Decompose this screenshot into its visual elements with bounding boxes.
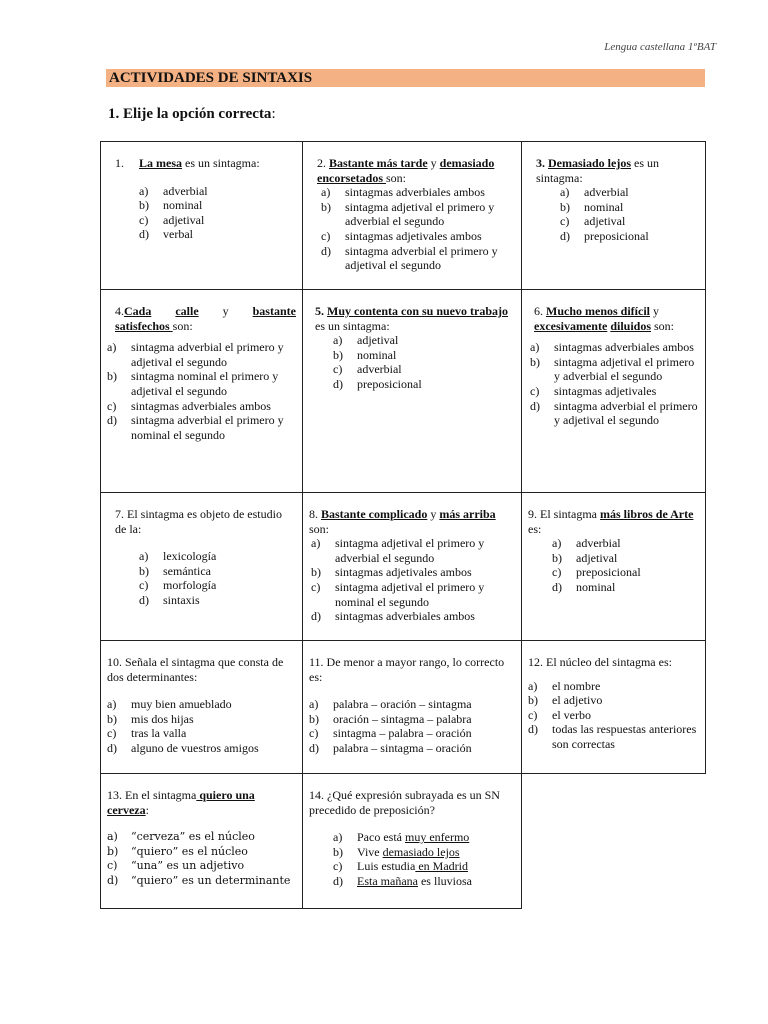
question-12: 12. El núcleo del sintagma es: [528, 655, 672, 669]
option: a) adverbial [552, 536, 621, 551]
option: a) sintagmas adverbiales ambos [530, 340, 694, 355]
option: c) sintagma adjetival el primero y nominal el segundo [311, 579, 485, 609]
option: c) sintagmas adjetivales ambos [321, 228, 482, 243]
option: d) sintagma adverbial el primero y nominal el segundo [107, 413, 284, 442]
option: d) verbal [139, 227, 193, 242]
options-list [333, 830, 515, 888]
options-list [552, 536, 699, 594]
options-list [309, 697, 515, 755]
option: a) palabra – oración – sintagma [309, 697, 472, 712]
header-subject: Lengua castellana 1ºBAT [604, 41, 716, 53]
option: b) sintagma adjetival el primero y adverbial el segundo [321, 199, 495, 229]
question-cell [522, 142, 706, 290]
option: b) oración – sintagma – palabra [309, 711, 472, 726]
question-6: 6. Mucho menos difícil y excesivamente diluidos son: [534, 304, 675, 333]
question-cell [101, 641, 303, 774]
option: c) “una” es un adjetivo [107, 859, 245, 873]
question-8: 8. Bastante complicado y más arriba son: [309, 507, 496, 536]
question-9: 9. El sintagma más libros de Arte es: [528, 507, 694, 536]
question-1: 1. La mesa es un sintagma: [115, 156, 260, 170]
section-colon: : [271, 106, 276, 122]
option: b) nominal [333, 347, 397, 362]
option: c) sintagmas adverbiales ambos [107, 398, 271, 413]
title-band [106, 69, 705, 87]
option: d) “quiero” es un determinante [107, 873, 291, 887]
page-title: ACTIVIDADES DE SINTAXIS [109, 70, 313, 86]
option: a) sintagma adjetival el primero y adverbial el segundo [311, 536, 485, 565]
options-list [528, 679, 699, 752]
option: b) el adjetivo [528, 693, 603, 708]
question-11: 11. De menor a mayor rango, lo correcto es: [309, 655, 505, 684]
question-cell [522, 493, 706, 641]
option: d) palabra – sintagma – oración [309, 740, 472, 755]
option: c) adjetival [560, 214, 626, 229]
empty-cell [522, 774, 706, 909]
question-14: 14. ¿Qué expresión subrayada es un SN precedido de preposición? [309, 788, 500, 817]
option: b) sintagma nominal el primero y adjetival el segundo [107, 369, 279, 398]
option: b) adjetival [552, 550, 618, 565]
options-list [560, 185, 699, 243]
question-cell [101, 493, 303, 641]
options-list [530, 340, 699, 428]
question-10: 10. Señala el sintagma que consta de dos determinantes: [107, 655, 284, 684]
section-title [108, 106, 276, 123]
question-7: 7. El sintagma es objeto de estudio de la: [115, 507, 282, 536]
option: d) preposicional [333, 376, 422, 391]
options-list [139, 549, 296, 607]
question-3: 3. Demasiado lejos es un sintagma: [536, 156, 659, 185]
option: b) sintagma adjetival el primero y adverbial el segundo [530, 354, 695, 384]
option: c) sintagmas adjetivales [530, 383, 657, 398]
questions-table [100, 141, 706, 909]
options-list [107, 340, 296, 442]
question-cell [101, 290, 303, 493]
option: b) Vive demasiado lejos [333, 844, 460, 859]
option: c) preposicional [552, 565, 641, 580]
option: a) lexicología [139, 549, 217, 564]
option: d) sintagmas adverbiales ambos [311, 609, 475, 624]
question-cell [303, 290, 522, 493]
option: c) adjetival [139, 212, 205, 227]
question-2: 2. Bastante más tarde y demasiado encorsetados son: [317, 156, 495, 185]
option: a) Paco está muy enfermo [333, 830, 470, 845]
question-cell [101, 142, 303, 290]
option: a) adjetival [333, 333, 399, 348]
question-cell [522, 641, 706, 774]
option: b) mis dos hijas [107, 711, 194, 726]
option: c) Luis estudia en Madrid [333, 859, 468, 874]
question-cell [303, 774, 522, 909]
option: a) sintagma adverbial el primero y adjetival el segundo [107, 340, 284, 369]
option: d) todas las respuestas anteriores son correctas [528, 722, 697, 751]
question-cell [101, 774, 303, 909]
options-list [321, 185, 515, 273]
option: c) adverbial [333, 362, 402, 377]
option: c) sintagma – palabra – oración [309, 726, 472, 741]
option: c) el verbo [528, 707, 591, 722]
options-list [139, 184, 296, 242]
option: b) nominal [560, 199, 624, 214]
question-cell [303, 142, 522, 290]
option: d) sintaxis [139, 592, 200, 607]
question-5: 5. Muy contenta con su nuevo trabajo es un sintagma: [315, 304, 509, 333]
section-label: 1. Elije la opción correcta [108, 106, 272, 122]
options-list [333, 333, 515, 391]
option: c) morfología [139, 578, 217, 593]
option: d) nominal [552, 579, 616, 594]
option: d) preposicional [560, 228, 649, 243]
option: a) muy bien amueblado [107, 697, 232, 712]
option: d) Esta mañana es lluviosa [333, 873, 472, 888]
option: d) sintagma adverbial el primero y adjetival el segundo [530, 398, 698, 428]
option: c) tras la valla [107, 726, 187, 741]
options-list [107, 830, 296, 888]
option: a) adverbial [139, 183, 208, 198]
option: a) “cerveza” es el núcleo [107, 830, 255, 844]
option: b) nominal [139, 198, 203, 213]
option: b) semántica [139, 563, 211, 578]
question-cell [303, 493, 522, 641]
options-list [107, 697, 296, 755]
option: a) sintagmas adverbiales ambos [321, 185, 485, 200]
question-cell [303, 641, 522, 774]
option: b) sintagmas adjetivales ambos [311, 565, 472, 580]
option: a) adverbial [560, 185, 629, 200]
options-list [311, 536, 515, 624]
question-cell [522, 290, 706, 493]
option: a) el nombre [528, 678, 601, 693]
question-13: 13. En el sintagma quiero una cerveza: [107, 788, 255, 817]
option: d) alguno de vuestros amigos [107, 740, 259, 755]
option: d) sintagma adverbial el primero y adjetival el segundo [321, 243, 498, 273]
option: b) “quiero” es el núcleo [107, 844, 248, 858]
question-4: 4.Cada calle y bastante satisfechos son: [115, 304, 296, 333]
